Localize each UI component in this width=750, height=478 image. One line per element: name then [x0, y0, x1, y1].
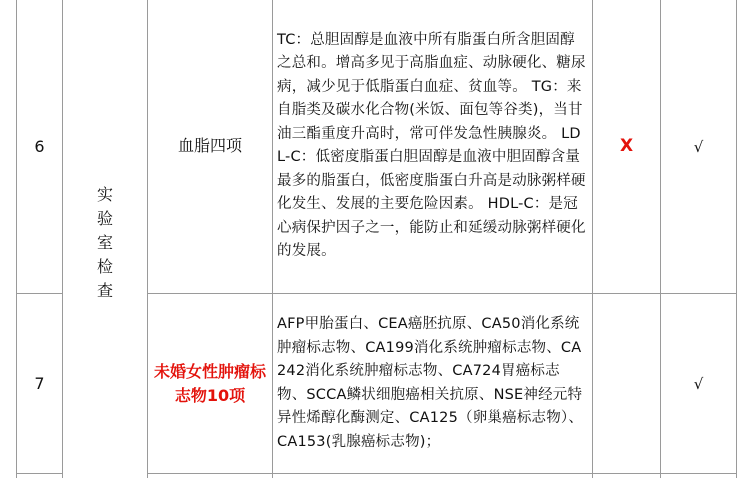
item-name: 血脂四项: [177, 136, 242, 155]
category-cell: [63, 0, 148, 478]
red-x-mark: X: [619, 136, 634, 156]
row-number: 6: [34, 136, 45, 156]
row-number: 7: [34, 374, 45, 393]
mark-check-cell: [661, 0, 737, 294]
item-description-cell: [273, 0, 593, 294]
row-number-cell: [17, 474, 63, 478]
row-number-cell: [17, 294, 63, 474]
category-label: 实 验 室 检 查: [96, 185, 113, 300]
exam-items-table: [16, 0, 737, 478]
item-description-cell: [273, 474, 593, 478]
item-description-cell: [273, 294, 593, 474]
check-mark: √: [693, 375, 704, 393]
mark-x-cell: [593, 474, 661, 478]
item-description: AFP甲胎蛋白、CEA癌胚抗原、CA50消化系统肿瘤标志物、CA199消化系统肿瘤标志物、CA242消化系统肿瘤标志物、CA724胃癌标志物、SCCA鳞状细胞癌相关抗原、NSE神经元特异性烯醇化酶测定、CA125（卵巢癌标志物）、CA153(乳腺癌标志物)；: [277, 316, 584, 450]
table-row: [17, 0, 737, 294]
check-mark: √: [693, 137, 704, 156]
mark-check-cell: [661, 474, 737, 478]
item-name-cell: [148, 0, 273, 294]
mark-check-cell: [661, 294, 737, 474]
row-number-cell: [17, 0, 63, 294]
item-name-cell: [148, 294, 273, 474]
mark-x-cell: [593, 0, 661, 294]
item-description: TC：总胆固醇是血液中所有脂蛋白所含胆固醇之总和。增高多见于高脂血症、动脉硬化、糖尿病，减少见于低脂蛋白血症、贫血等。 TG：来自脂类及碳水化合物(米饭、面包等谷类)，当甘油三酯重度升高时，常可伴发急性胰腺炎。 LDL-C：低密度脂蛋白胆固醇是血液中胆固醇含量最多的脂蛋白，低密度脂蛋白升高是动脉粥样硬化发生、发展的主要危险因素。 HDL-C：是冠心病保护因子之一，能防止和延缓动脉粥样硬化的发展。: [277, 31, 586, 259]
item-name-cell: [148, 474, 273, 478]
item-name-highlighted: 未婚女性肿瘤标志物10项: [153, 361, 266, 405]
mark-x-cell: [593, 294, 661, 474]
